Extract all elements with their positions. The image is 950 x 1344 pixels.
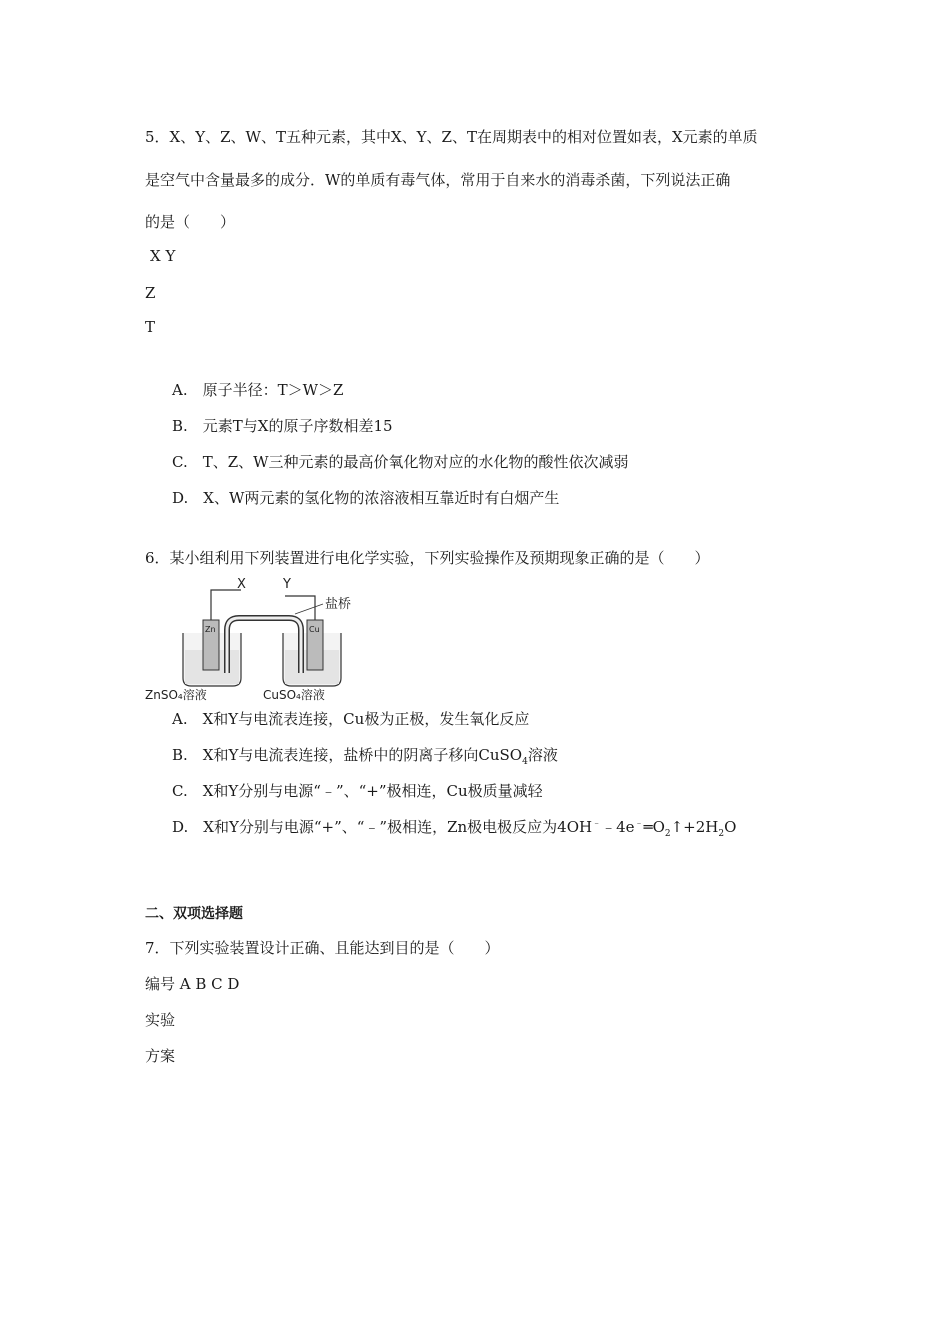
q6-stem: 6．某小组利用下列装置进行电化学实验，下列实验操作及预期现象正确的是（ ） — [145, 549, 710, 567]
label-cuso4-solution: CuSO₄溶液 — [263, 688, 325, 702]
q7-row-label-1: 实验 — [145, 1011, 176, 1029]
q5-stem-line2: 是空气中含量最多的成分．W的单质有毒气体，常用于自来水的消毒杀菌，下列说法正确 — [145, 171, 731, 189]
q5-table-row2: Z — [145, 284, 156, 302]
q7-stem: 7．下列实验装置设计正确、且能达到目的是（ ） — [145, 939, 500, 957]
q7-table-header: 编号 A B C D — [145, 975, 240, 993]
label-y: Y — [283, 578, 291, 592]
q5-option-b: B. 元素T与X的原子序数相差15 — [172, 417, 393, 435]
q5-option-d: D. X、W两元素的氢化物的浓溶液相互靠近时有白烟产生 — [172, 489, 560, 507]
q6-option-d: D. X和Y分别与电源“+”、“﹣”极相连，Zn极电极反应为$4OH^﹣﹣4e^﹣═O_2↑+2H_2O$ — [172, 818, 737, 839]
q6-option-c: C. X和Y分别与电源“﹣”、“+”极相连，Cu极质量减轻 — [172, 782, 543, 800]
q5-option-c: C. T、Z、W三种元素的最高价氧化物对应的水化物的酸性依次减弱 — [172, 453, 629, 471]
q7-row-label-2: 方案 — [145, 1047, 176, 1065]
section-heading: 二、双项选择题 — [145, 906, 243, 922]
label-x: X — [237, 578, 246, 592]
label-zn-electrode: Zn — [205, 625, 216, 634]
q5-option-a: A. 原子半径：T＞W＞Z — [172, 381, 344, 399]
electrochemical-cell-figure — [145, 578, 375, 703]
label-salt-bridge: 盐桥 — [325, 597, 352, 612]
q6-option-a: A. X和Y与电流表连接，Cu极为正极，发生氧化反应 — [172, 710, 530, 728]
q5-stem-line3: 的是（ ） — [145, 213, 236, 231]
q5-stem-line1: 5．X、Y、Z、W、T五种元素，其中X、Y、Z、T在周期表中的相对位置如表，X元素的单质 — [145, 128, 758, 146]
label-znso4-solution: ZnSO₄溶液 — [145, 688, 207, 702]
label-cu-electrode: Cu — [309, 625, 320, 634]
q5-table-row1: X Y — [150, 247, 176, 265]
q5-table-row3: T — [145, 318, 156, 336]
q6-option-b: B. X和Y与电流表连接，盐桥中的阴离子移向CuSO$_4$溶液 — [172, 746, 558, 767]
